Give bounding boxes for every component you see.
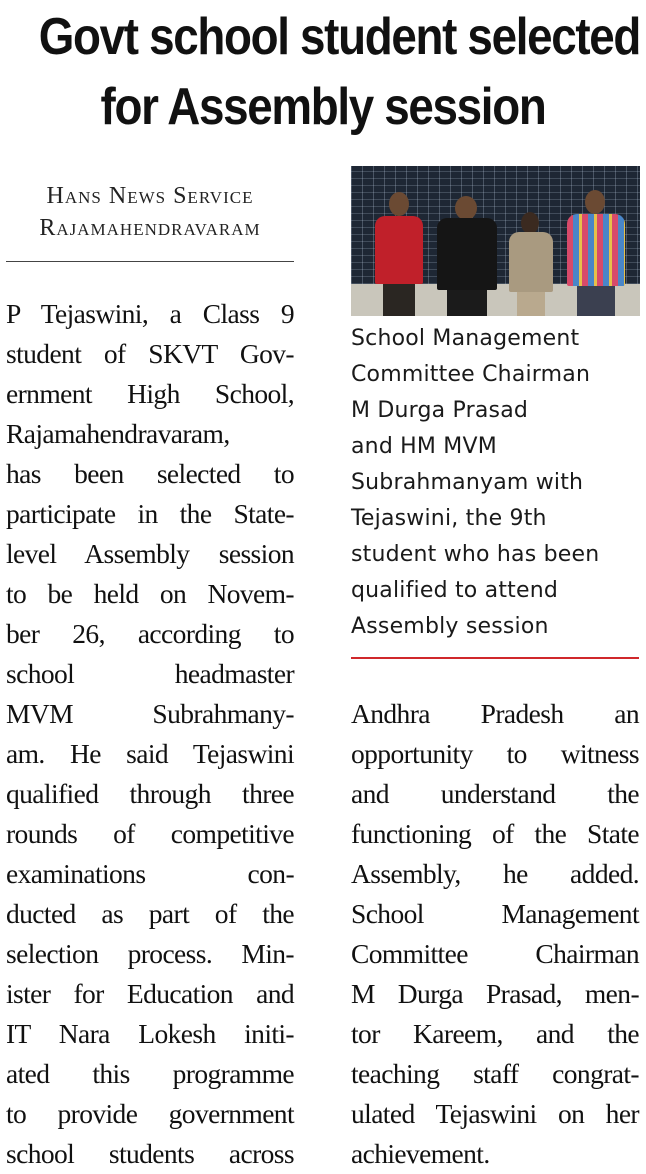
- body-line: am. He said Tejaswini: [6, 738, 294, 769]
- body-line: M Durga Prasad, men-: [351, 978, 639, 1009]
- body-line: has been selected to: [6, 458, 294, 489]
- body-line: opportunity to witness: [351, 738, 639, 769]
- body-line: ister for Education and: [6, 978, 294, 1009]
- news-photo: [351, 166, 640, 316]
- caption-line: student who has been: [351, 542, 600, 567]
- headline-line: for Assembly session: [100, 78, 546, 136]
- body-line: student of SKVT Gov-: [6, 338, 294, 369]
- body-line: Rajamahendravaram,: [6, 418, 230, 449]
- caption-line: Subrahmanyam with: [351, 470, 584, 495]
- body-line: Andhra Pradesh an: [351, 698, 639, 729]
- body-line: functioning of the State: [351, 818, 639, 849]
- caption-line: Assembly session: [351, 614, 549, 639]
- headline-line: Govt school student selected: [38, 8, 641, 66]
- body-line: P Tejaswini, a Class 9: [6, 298, 294, 329]
- body-line: teaching staff congrat-: [351, 1058, 639, 1089]
- photo-caption: [351, 321, 641, 645]
- body-line: qualified through three: [6, 778, 294, 809]
- body-line: and understand the: [351, 778, 639, 809]
- article-body-right-column: [351, 694, 639, 1174]
- body-line: participate in the State-: [6, 498, 294, 529]
- body-line: ated this programme: [6, 1058, 294, 1089]
- body-line: school students across: [6, 1138, 294, 1169]
- caption-line: M Durga Prasad: [351, 398, 529, 423]
- caption-divider: [351, 657, 639, 659]
- caption-line: and HM MVM: [351, 434, 497, 459]
- body-line: school headmaster: [6, 658, 294, 689]
- body-line: MVM Subrahmany-: [6, 698, 294, 729]
- article-body-left-column: [6, 294, 294, 1174]
- byline-location: Rajamahendravaram: [39, 215, 261, 241]
- body-line: ulated Tejaswini on her: [351, 1098, 639, 1129]
- caption-line: Tejaswini, the 9th: [351, 506, 547, 531]
- body-line: ber 26, according to: [6, 618, 294, 649]
- byline: [6, 180, 294, 244]
- body-line: to provide government: [6, 1098, 294, 1129]
- byline-divider: [6, 261, 294, 262]
- body-line: level Assembly session: [6, 538, 294, 569]
- caption-line: Committee Chairman: [351, 362, 591, 387]
- body-line: selection process. Min-: [6, 938, 294, 969]
- body-line: to be held on Novem-: [6, 578, 294, 609]
- body-line: IT Nara Lokesh initi-: [6, 1018, 294, 1049]
- caption-line: School Management: [351, 326, 580, 351]
- caption-line: qualified to attend: [351, 578, 559, 603]
- body-line: examinations con-: [6, 858, 294, 889]
- body-line: School Management: [351, 898, 639, 929]
- body-line: ducted as part of the: [6, 898, 294, 929]
- headline: [38, 2, 641, 142]
- body-line: Committee Chairman: [351, 938, 639, 969]
- body-line: rounds of competitive: [6, 818, 294, 849]
- body-line: achievement.: [351, 1138, 490, 1169]
- body-line: Assembly, he added.: [351, 858, 639, 889]
- body-line: ernment High School,: [6, 378, 294, 409]
- byline-agency: Hans News Service: [46, 183, 254, 209]
- body-line: tor Kareem, and the: [351, 1018, 639, 1049]
